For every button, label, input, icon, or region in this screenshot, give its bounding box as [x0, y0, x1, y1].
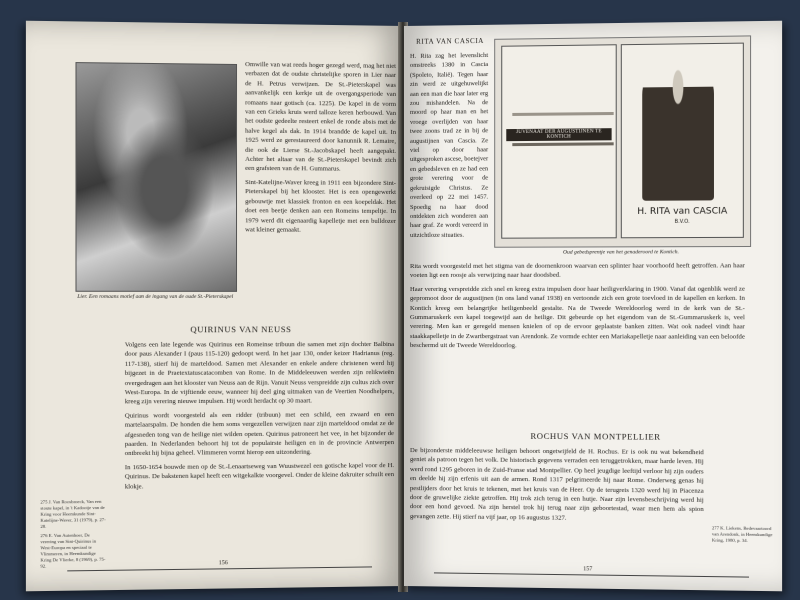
right-footnotes [712, 525, 774, 547]
church-image [501, 44, 616, 238]
page-divider [434, 572, 749, 577]
paragraph: Sint-Katelijne-Waver kreeg in 1911 een bijzondere Sint-Pieterskapel bij het klooster. Het is een opengewerkt gebouwtje met klassiek fronton en een koepeldak. Het doet een beetje denken aan een Romeins tempeltje. In 1979 werd dit eigenaardig kapelletje met een bulldozer wat kleiner gemaakt. [245, 178, 397, 234]
footnote: 277 K. Liekens, Bedevaartoord van Arendonk, in Heemkundige Kring, 1980, p. 34. [711, 525, 773, 544]
page-number: 157 [583, 566, 593, 573]
footnote: 276 E. Van Autenboer, De verering van Sint-Quirinus in West-Europa en speciaal te Vlimmeren, in Heemkundige Kring De Vlierke, 8 (1969), p. 75-92. [40, 532, 106, 569]
paragraph: Omwille van wat reeds hoger gezegd werd, mag het niet verbazen dat de oudste christelijke sporen in Lier naar de H. Petrus verwijzen. De St.-Pieterskapel was aanvankelijk een kerkje uit de overgangsperiode van romaans naar gotisch (ca. 1225). De kapel in de vorm van een Grieks kruis werd talloze keren herbouwd. Van het oudste gedeelte resteert enkel de ronde absis met de halve kegel als dak. In 1914 brandde de kapel uit. In 1925 werd ze gerestaureerd door kanunnik R. Lemaire, die ook de Lierse St.-Jacobskapel heeft aangepakt. Achter het altaar van de St.-Pieterskapel bevindt zich een grafsteen van de H. Gummarus. [245, 61, 397, 174]
paragraph: H. Rita zag het levenslicht omstreeks 1380 in Cascia (Spoleto, Italië). Tegen haar zin werd ze uitgehuwelijkt aan een man die haar later erg zou mishandelen. Na de moord op haar man en het vroege overlijden van haar twee zoons trad ze in bij de augustijnen van Cascia. Ze viel op door haar uitgesproken ascese, boetejver en gebedsleven en ze had een grote verering voor de gekruisigde Christus. Ze overleed op 22 mei 1457. Spoedig na haar dood ontdekten zich wonderen aan haar graf. Ze wordt vereerd in uitzichtloze situaties. [409, 51, 489, 239]
prayer-card-photo [494, 35, 751, 247]
paragraph: Volgens een late legende was Quirinus een Romeinse tribuun die samen met zijn dochter Balbina door paus Alexander I (paus 115-120) gedoopt werd. In het jaar 130, onder keizer Hadrianus (reg. 117-138), stierf hij de marteldood. Samen met Alexander en enkele andere christenen werd hij bijgezet in de Praetextatuscatacomben van Rome. In de Middeleeuwen werden zijn relikwieën overgedragen aan het klooster van Neuss aan de Rijn. Vanuit Neuss verspreidde zijn cultus zich over West-Europa. In de vijftiende eeuw, wanneer hij deel ging uitmaken van de Veertien Noodhelpers, kreeg zijn verering nieuwe impulsen. Hij wordt herdacht op 30 maart. [124, 341, 395, 406]
paragraph: De bijzonderste middeleeuwse heiligen behoort ongetwijfeld de H. Rochus. Er is ook nu wat bekendheid geniet als patroon tegen het volk. De historisch gegevens verraden een teruggetrokken, maar harde leven. Hij werd rond 1295 geboren in de Zuid-Franse stad Montpellier. Op heel jeugdige leeftijd verloor hij zijn ouders en deelde hij zijn erfenis uit aan de armen. Rond 1317 pelgrimeerde hij naar Rome. Onderweg genas hij pestlijders door het kruis te tekenen, met het kruis van de Heer. Op de terugreis 1320 werd hij in Piacenza door de gruwelijke ziekte getroffen. Hij trok zich terug in een hutje. Naar zijn levensbeschrijving werd hij door een hond gevoed. Na zijn herstel trok hij terug naar zijn geboortestad, waar men hem als spion gevangen zette. Hij stierf na vijf jaar, op 16 augustus 1327. [409, 447, 704, 522]
saint-image [621, 43, 744, 239]
left-body-column [125, 340, 394, 496]
romanesque-motif-photo [75, 62, 237, 292]
paragraph: In 1650-1654 bouwde men op de St.-Lenaartseweg van Wuustwezel een gotische kapel voor de H. Quirinus. De bakstenen kapel heeft een witgekalkte voorgevel. Onder de kleine dakruiter schuilt een klokje. [124, 461, 395, 491]
saint-rita-figure [642, 58, 714, 201]
right-photo-caption: Oud gebedsprentje van het genaderoord te Kontich. [562, 249, 679, 256]
section-heading-quirinus: QUIRINUS VAN NEUSS [190, 324, 292, 335]
right-page [404, 21, 782, 592]
page-number: 156 [218, 560, 228, 567]
page-divider [67, 566, 372, 571]
saint-name: H. RITA van CASCIA [637, 206, 728, 217]
church-banner: JUVENAAT DER AUGUSTIJNEN TE KONTICH [506, 128, 611, 141]
rita-column [410, 51, 488, 244]
left-photo-caption: Lier. Een romaans motief aan de ingang van de oude St.-Pieterskapel [77, 293, 234, 300]
rita-continued-column [410, 261, 745, 355]
section-heading-rochus: ROCHUS VAN MONTPELLIER [530, 430, 661, 442]
section-heading-rita: RITA VAN CASCIA [416, 36, 484, 46]
left-top-column [245, 60, 396, 239]
paragraph: Quirinus wordt voorgesteld als een ridder (tribuun) met een schild, een zwaard en een martelaarspalm. De honden die hem soms vergezellen verwijzen naar zijn marteldood omdat ze de afgesneden tong van de heilige niet wilden opeten. Quirinus patroneert het vee, in het bijzonder de paarden. In Nederlanden behoort hij tot de populairste heiligen en in de provincie Antwerpen ontbreekt hij bijna geheel. Vlimmeren vormt hierop een uitzondering. [124, 410, 395, 458]
rochus-column [410, 446, 704, 528]
left-page [26, 21, 404, 592]
paragraph: Rita wordt voorgesteld met het stigma van de doornenkroon waarvan een splinter haar voorhoofd heeft getroffen. Aan haar voeten ligt een roosje als verwijzing naar haar doodsbed. [409, 262, 745, 280]
footnote: 275 J. Van Roosbroeck, Van een stoute kapel, in 't Kadootje van de Kring voor Heemkunde Sint-Katelijne-Waver, 31 (1979), p. 27-28. [40, 498, 106, 529]
paragraph: Haar verering verspreidde zich snel en kreeg extra impulsen door haar heiligverklaring in 1900. Vanaf dat ogenblik werd ze gepromoot door de augustijnen (in ons land vanaf 1938) en vertoonde zich een grote toevloed in de kapellen en kerken. In Kontich kreeg een belangrijke heiligenbeeld gestalte. Na de Tweede Wereldoorlog werd in de kerk van de St.-Gummaruskerk een kapel toegewijd aan de heilige. Dit gebeurde op het eigendom van de St.-Gummaruskerk is, veel verering. Men kan er geregeld mensen knielen of op de ervoor geplaatste banken zitten. Wat ook nadeel vindt haar staakkapelletje in de Zwartbergstraat van Arendonk. Ze vormde echter een Mariakapelletje naar aanleiding van een beloofde beschermd uit de Tweede Wereldoorlog. [409, 285, 745, 350]
saint-name-sub: B.V.O. [674, 218, 690, 225]
left-footnotes [40, 499, 106, 573]
